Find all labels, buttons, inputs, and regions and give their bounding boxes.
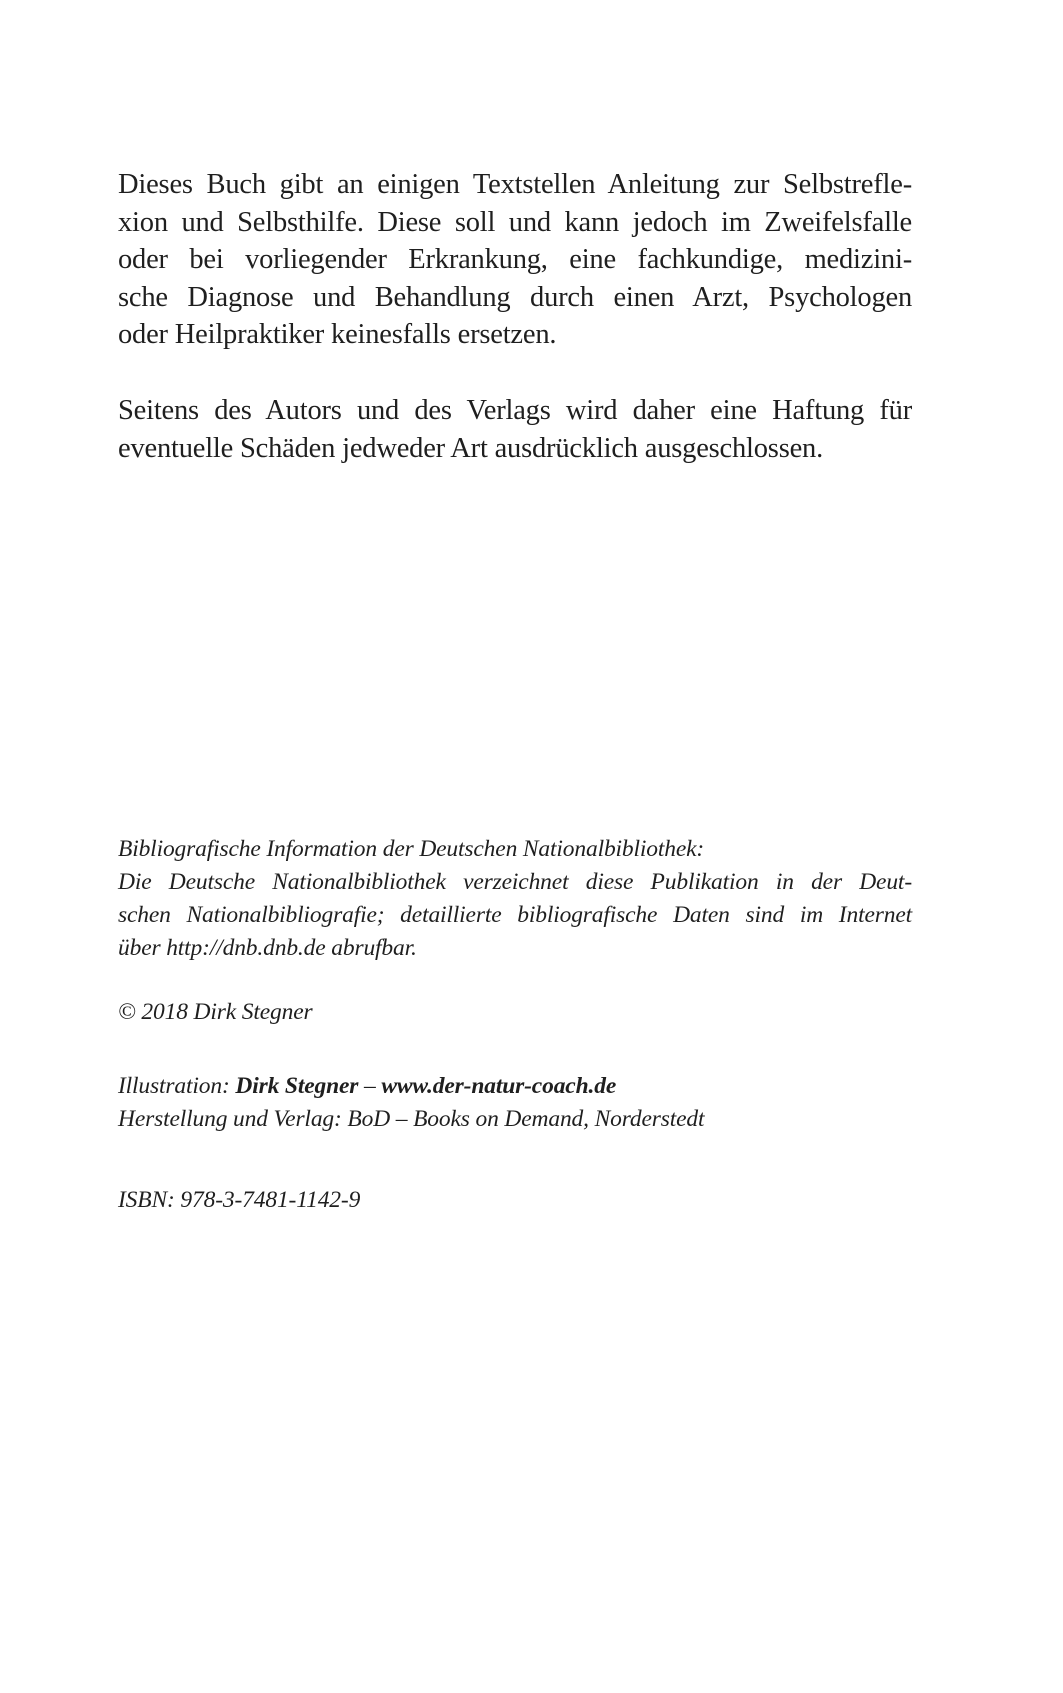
disclaimer-line: oder Heilpraktiker keinesfalls ersetzen.	[118, 319, 557, 350]
disclaimer-line: xion und Selbsthilfe. Diese soll und kann jedoch im Zweifelsfalle	[118, 206, 912, 238]
copyright-line: © 2018 Dirk Stegner	[118, 999, 313, 1025]
liability-line: eventuelle Schäden jedweder Art ausdrücklich ausgeschlossen.	[118, 432, 824, 464]
bibliography-line: Die Deutsche Nationalbibliothek verzeichnet diese Publikation in der Deut-	[118, 869, 912, 895]
publisher-credit: Herstellung und Verlag: BoD – Books on Demand, Norderstedt	[118, 1106, 705, 1132]
bibliographic-information	[118, 833, 912, 965]
liability-paragraph	[118, 392, 912, 467]
illustration-label: Illustration:	[118, 1073, 236, 1099]
isbn-block	[118, 1184, 912, 1217]
illustrator-name: Dirk Stegner	[235, 1073, 359, 1099]
isbn-number: ISBN: 978-3-7481-1142-9	[118, 1187, 361, 1213]
liability-line: Seitens des Autors und des Verlags wird daher eine Haftung für	[118, 395, 912, 426]
copyright-notice	[118, 996, 912, 1029]
disclaimer-line: oder bei vorliegender Erkrankung, eine fachkundige, medizini-	[118, 244, 912, 275]
bibliography-line: über http://dnb.dnb.de abrufbar.	[118, 935, 417, 961]
bibliography-line: schen Nationalbibliografie; detaillierte bibliografische Daten sind im Internet	[118, 902, 912, 928]
disclaimer-paragraph	[118, 166, 912, 354]
illustration-credit	[118, 1070, 912, 1103]
bibliography-heading: Bibliografische Information der Deutschen Nationalbibliothek:	[118, 836, 705, 862]
credit-separator: –	[358, 1073, 382, 1099]
disclaimer-line: Dieses Buch gibt an einigen Textstellen Anleitung zur Selbstrefle-	[118, 169, 912, 200]
credits	[118, 1070, 912, 1136]
website-link[interactable]: www.der-natur-coach.de	[381, 1073, 617, 1099]
disclaimer-line: sche Diagnose und Behandlung durch einen Arzt, Psychologen	[118, 281, 912, 313]
